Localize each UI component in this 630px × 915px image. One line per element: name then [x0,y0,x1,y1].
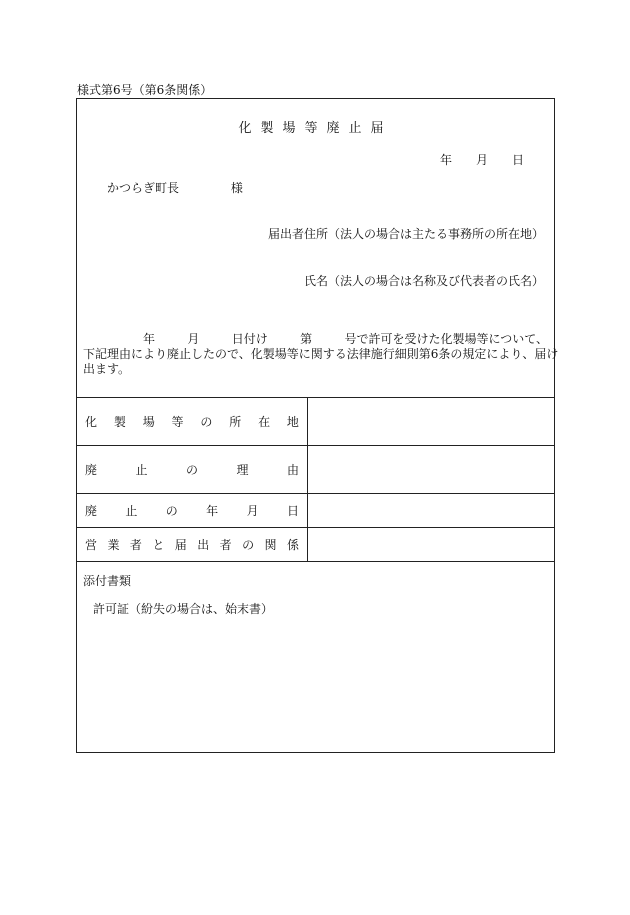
label-char: と [152,538,165,552]
label-char: の [200,415,213,429]
abolition-date-field[interactable] [308,494,554,527]
month-label: 月 [475,153,488,167]
label-char: 止 [125,504,138,518]
row-abolition-reason [77,446,554,494]
document-title: 化製場等廃止届 [238,121,393,136]
label-char: 関 [264,538,277,552]
abolition-reason-field[interactable] [308,446,554,493]
label-char: 場 [142,415,155,429]
label-char: 者 [219,538,232,552]
label-char: 理 [236,463,249,477]
permit-year: 年 [143,332,156,346]
label-char: 出 [197,538,210,552]
addressee-name: かつらぎ町長 [107,181,180,195]
notice-line-2: 下記理由により廃止したので、化製場等に関する法律施行細則第6条の規定により、届け [83,347,559,361]
label-char: 者 [129,538,142,552]
abolition-reason-label [77,446,308,493]
facility-location-label [77,398,308,445]
relationship-field[interactable] [308,528,554,561]
row-facility-location [77,398,554,446]
attachment-item: 許可証（紛失の場合は、始末書） [93,602,274,616]
label-char: 日 [286,504,299,518]
label-char: 由 [286,463,299,477]
addressee-honorific: 様 [230,181,243,195]
label-char: の [185,463,198,477]
row-abolition-date [77,494,554,528]
abolition-date-label [77,494,308,527]
label-char: 地 [286,415,299,429]
label-char: の [165,504,178,518]
facility-location-field[interactable] [308,398,554,445]
form-frame [76,98,559,753]
notice-line-3: 出ます。 [83,362,131,376]
label-char: 所 [229,415,242,429]
label-char: 年 [206,504,219,518]
label-char: 化 [85,415,98,429]
addressee [107,181,243,195]
notice-body [83,332,559,377]
label-char: 廃 [85,463,98,477]
attachments-section [83,573,273,617]
label-char: 止 [135,463,148,477]
label-char: 係 [286,538,299,552]
label-char: 届 [174,538,187,552]
label-char: 在 [258,415,271,429]
applicant-name-label: 氏名（法人の場合は名称及び代表者の氏名） [303,274,544,288]
row-relationship [77,528,554,562]
submission-date [416,153,524,167]
details-table [77,397,554,562]
permit-day: 日付け [231,332,268,346]
day-label: 日 [511,153,524,167]
label-char: 月 [246,504,259,518]
notice-line-1 [83,332,548,347]
label-char: 廃 [85,504,98,518]
permit-number-prefix: 第 [300,332,313,346]
label-char: 業 [107,538,120,552]
attachments-heading: 添付書類 [83,574,132,588]
permit-number-suffix: 号で許可を受けた化製場等について、 [344,332,548,346]
label-char: 製 [113,415,126,429]
applicant-address-label: 届出者住所（法人の場合は主たる事務所の所在地） [267,227,544,241]
label-char: 営 [85,538,98,552]
relationship-label [77,528,308,561]
form-number-label: 様式第6号（第6条関係） [77,83,213,97]
year-label: 年 [439,153,452,167]
label-char: 等 [171,415,184,429]
permit-month: 月 [187,332,200,346]
label-char: の [242,538,255,552]
